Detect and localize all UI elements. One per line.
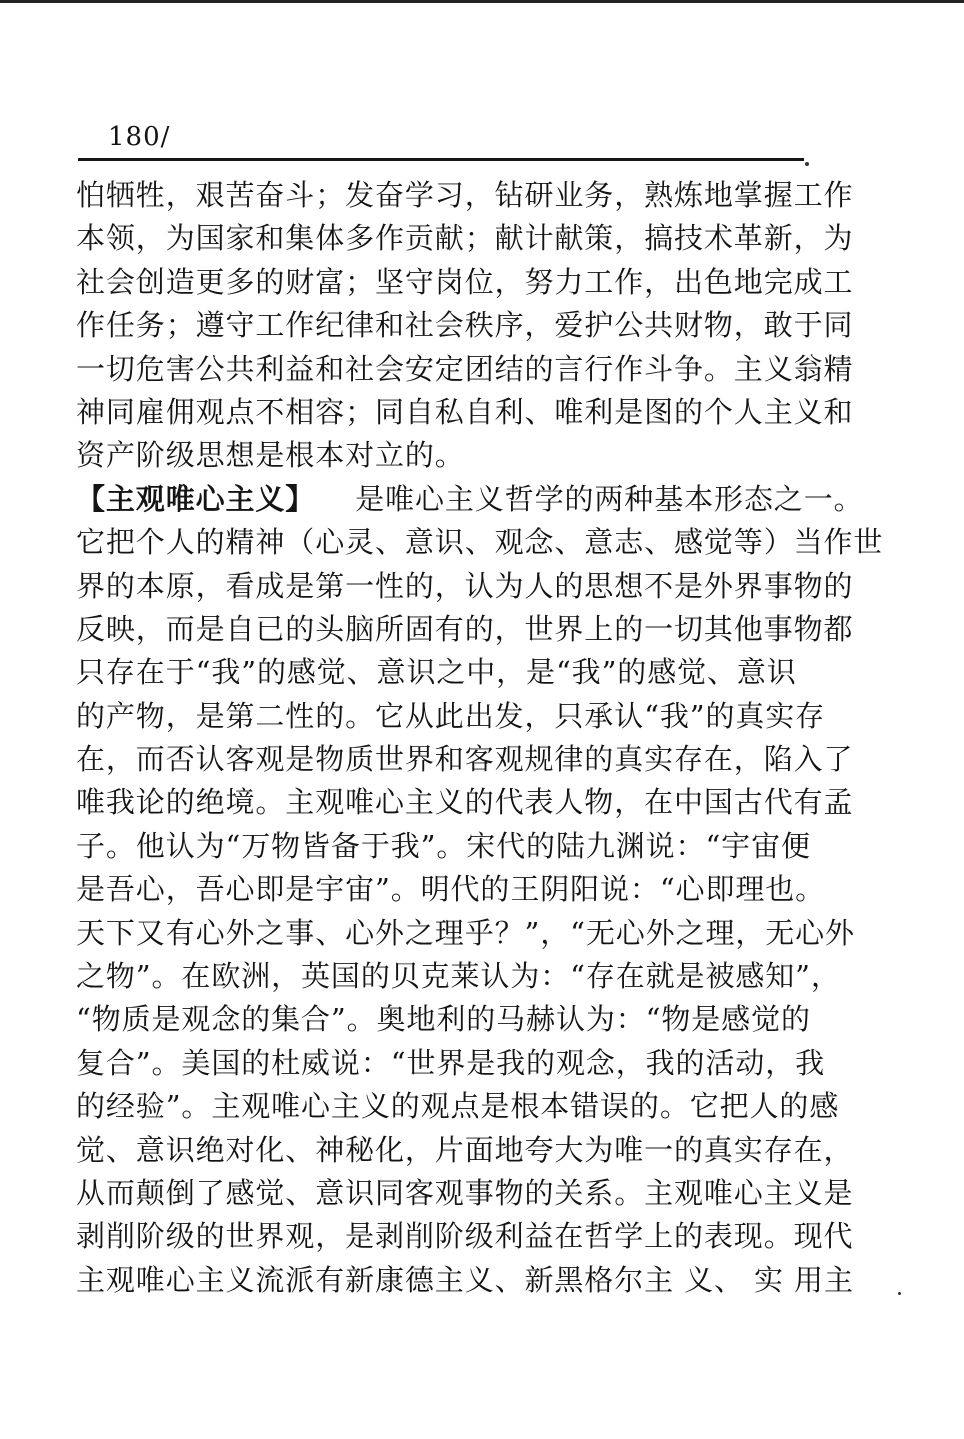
entry-text-line: 在，而否认客观是物质世界和客观规律的真实存在，陷入了 xyxy=(76,742,854,777)
entry-heading-line xyxy=(76,478,864,521)
text-line: 社会创造更多的财富；坚守岗位，努力工作，出色地完成工 xyxy=(76,264,854,299)
text-line: 一切危害公共利益和社会安定团结的言行作斗争。主义翁精 xyxy=(76,351,854,386)
entry-text-line: 天下又有心外之事、心外之理乎？”，“无心外之理，无心外 xyxy=(76,915,855,950)
entry-text-line: 界的本原，看成是第一性的，认为人的思想不是外界事物的 xyxy=(76,568,854,603)
entry-text-line: 主观唯心主义流派有新康德主义、新黑格尔主 义、 实 用主 xyxy=(76,1262,854,1297)
text-line: 怕牺牲，艰苦奋斗；发奋学习，钻研业务，熟炼地掌握工作 xyxy=(76,178,854,212)
entry-text-line: 唯我论的绝境。主观唯心主义的代表人物，在中国古代有孟 xyxy=(76,785,854,820)
entry-text-line: 的经验”。主观唯心主义的观点是根本错误的。它把人的感 xyxy=(76,1089,840,1124)
body-text xyxy=(76,174,884,1302)
entry-text-line: 反映，而是自已的头脑所固有的，世界上的一切其他事物都 xyxy=(76,611,854,646)
entry-text-line: 只存在于“我”的感觉、意识之中，是“我”的感觉、意识 xyxy=(76,655,797,690)
page-number: 180/ xyxy=(108,122,171,152)
entry-text-line: “物质是观念的集合”。奥地利的马赫认为：“物是感觉的 xyxy=(76,1002,811,1037)
entry-text-line: 是吾心，吾心即是宇宙”。明代的王阴阳说：“心即理也。 xyxy=(76,872,826,907)
entry-term: 【主观唯心主义】 xyxy=(76,481,316,516)
entry-text-line: 子。他认为“万物皆备于我”。宋代的陆九渊说：“宇宙便 xyxy=(76,828,811,863)
entry-text-line: 它把个人的精神（心灵、意识、观念、意志、感觉等）当作世 xyxy=(76,525,884,560)
scan-speck xyxy=(805,162,809,166)
entry-text-line: 从而颠倒了感觉、意识同客观事物的关系。主观唯心主义是 xyxy=(76,1175,854,1210)
page-top-edge xyxy=(0,0,964,3)
text-line: 本领，为国家和集体多作贡献；献计献策，搞技术革新，为 xyxy=(76,221,854,256)
text-line: 作任务；遵守工作纪律和社会秩序，爱护公共财物，敢于同 xyxy=(76,308,854,343)
header-rule xyxy=(78,158,804,161)
entry-first-line: 是唯心主义哲学的两种基本形态之一。 xyxy=(355,481,864,516)
entry-text-line: 之物”。在欧洲，英国的贝克莱认为：“存在就是被感知”， xyxy=(76,959,841,994)
text-line: 资产阶级思想是根本对立的。 xyxy=(76,438,465,473)
entry-text-line: 剥削阶级的世界观，是剥削阶级利益在哲学上的表现。现代 xyxy=(76,1219,854,1254)
entry-text-line: 觉、意识绝对化、神秘化，片面地夸大为唯一的真实存在， xyxy=(76,1132,854,1167)
scan-speck xyxy=(898,1292,901,1295)
text-line: 神同雇佣观点不相容；同自私自利、唯利是图的个人主义和 xyxy=(76,394,854,429)
entry-text-line: 复合”。美国的杜威说：“世界是我的观念，我的活动，我 xyxy=(76,1045,826,1080)
entry-text-line: 的产物，是第二性的。它从此出发，只承认“我”的真实存 xyxy=(76,698,826,733)
